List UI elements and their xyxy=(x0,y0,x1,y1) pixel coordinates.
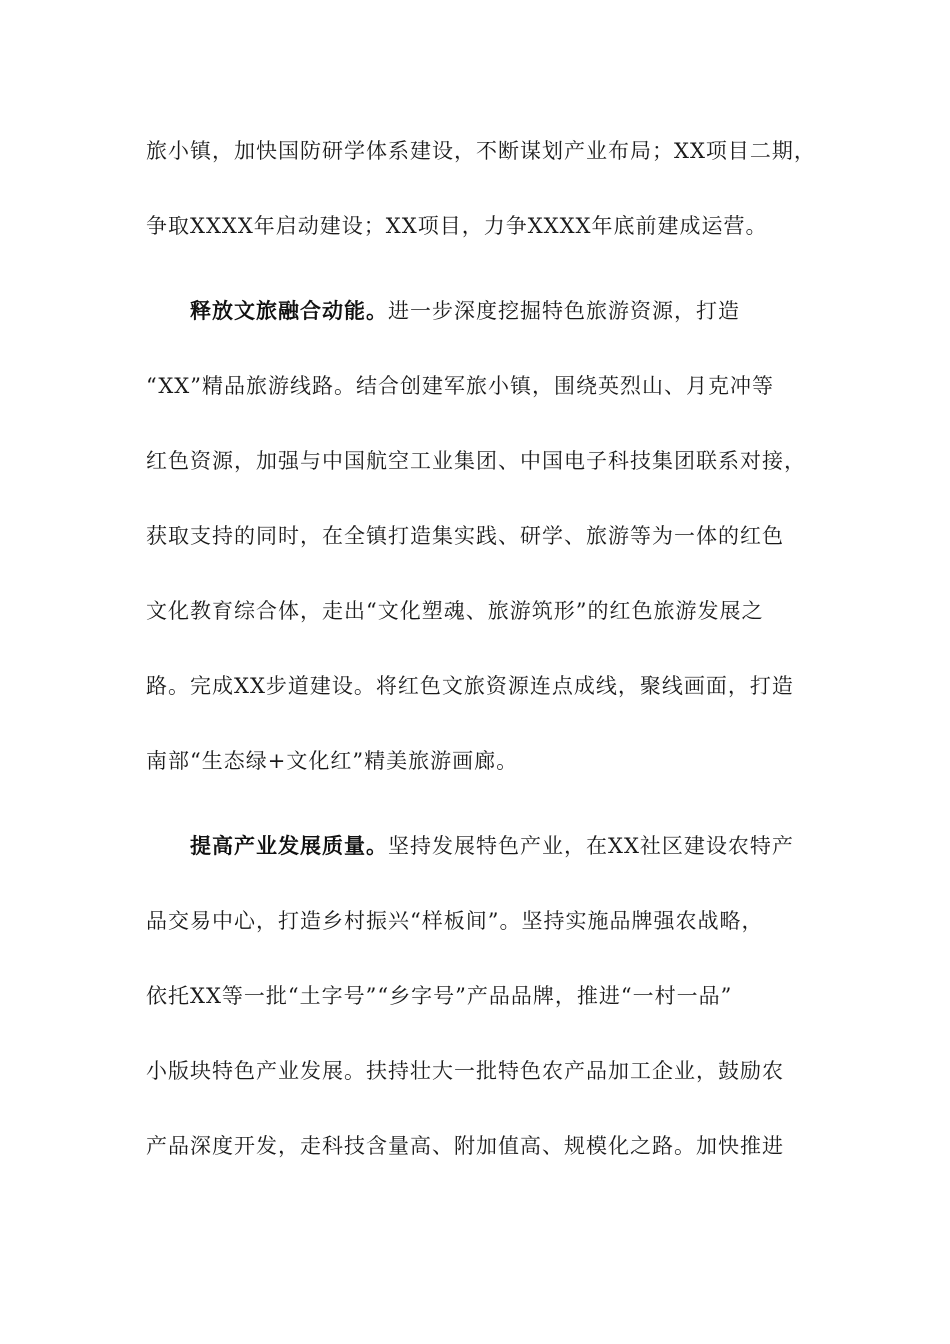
paragraph-2-line-2: “XX”精品旅游线路。结合创建军旅小镇，围绕英烈山、月克冲等 xyxy=(146,374,774,398)
paragraph-2-line-3: 红色资源，加强与中国航空工业集团、中国电子科技集团联系对接， xyxy=(146,449,806,473)
paragraph-2-line-6: 路。完成XX步道建设。将红色文旅资源连点成线，聚线画面，打造 xyxy=(146,674,794,698)
paragraph-2-line-7: 南部“生态绿+文化红”精美旅游画廊。 xyxy=(146,749,519,773)
paragraph-3-line-5: 产品深度开发，走科技含量高、附加值高、规模化之路。加快推进 xyxy=(146,1134,784,1158)
paragraph-2-line-5: 文化教育综合体，走出“文化塑魂、旅游筑形”的红色旅游发展之 xyxy=(146,599,764,623)
paragraph-2-line-1 xyxy=(190,291,740,331)
paragraph-1-line-1: 旅小镇，加快国防研学体系建设，不断谋划产业布局；XX项目二期， xyxy=(146,139,816,163)
paragraph-2-heading: 释放文旅融合动能。 xyxy=(190,299,388,323)
paragraph-3-line-1 xyxy=(190,826,794,866)
paragraph-3-text: 坚持发展特色产业，在XX社区建设农特产 xyxy=(388,834,794,858)
paragraph-2-line-4: 获取支持的同时，在全镇打造集实践、研学、旅游等为一体的红色 xyxy=(146,524,784,548)
paragraph-2-text: 进一步深度挖掘特色旅游资源，打造 xyxy=(388,299,740,323)
paragraph-3-line-4: 小版块特色产业发展。扶持壮大一批特色农产品加工企业，鼓励农 xyxy=(146,1059,784,1083)
paragraph-1-line-2: 争取XXXX年启动建设；XX项目，力争XXXX年底前建成运营。 xyxy=(146,214,768,238)
paragraph-3-line-2: 品交易中心，打造乡村振兴“样板间”。坚持实施品牌强农战略， xyxy=(146,909,764,933)
paragraph-3-heading: 提高产业发展质量。 xyxy=(190,834,388,858)
paragraph-3-line-3: 依托XX等一批“土字号”“乡字号”产品品牌，推进“一村一品” xyxy=(146,984,733,1008)
